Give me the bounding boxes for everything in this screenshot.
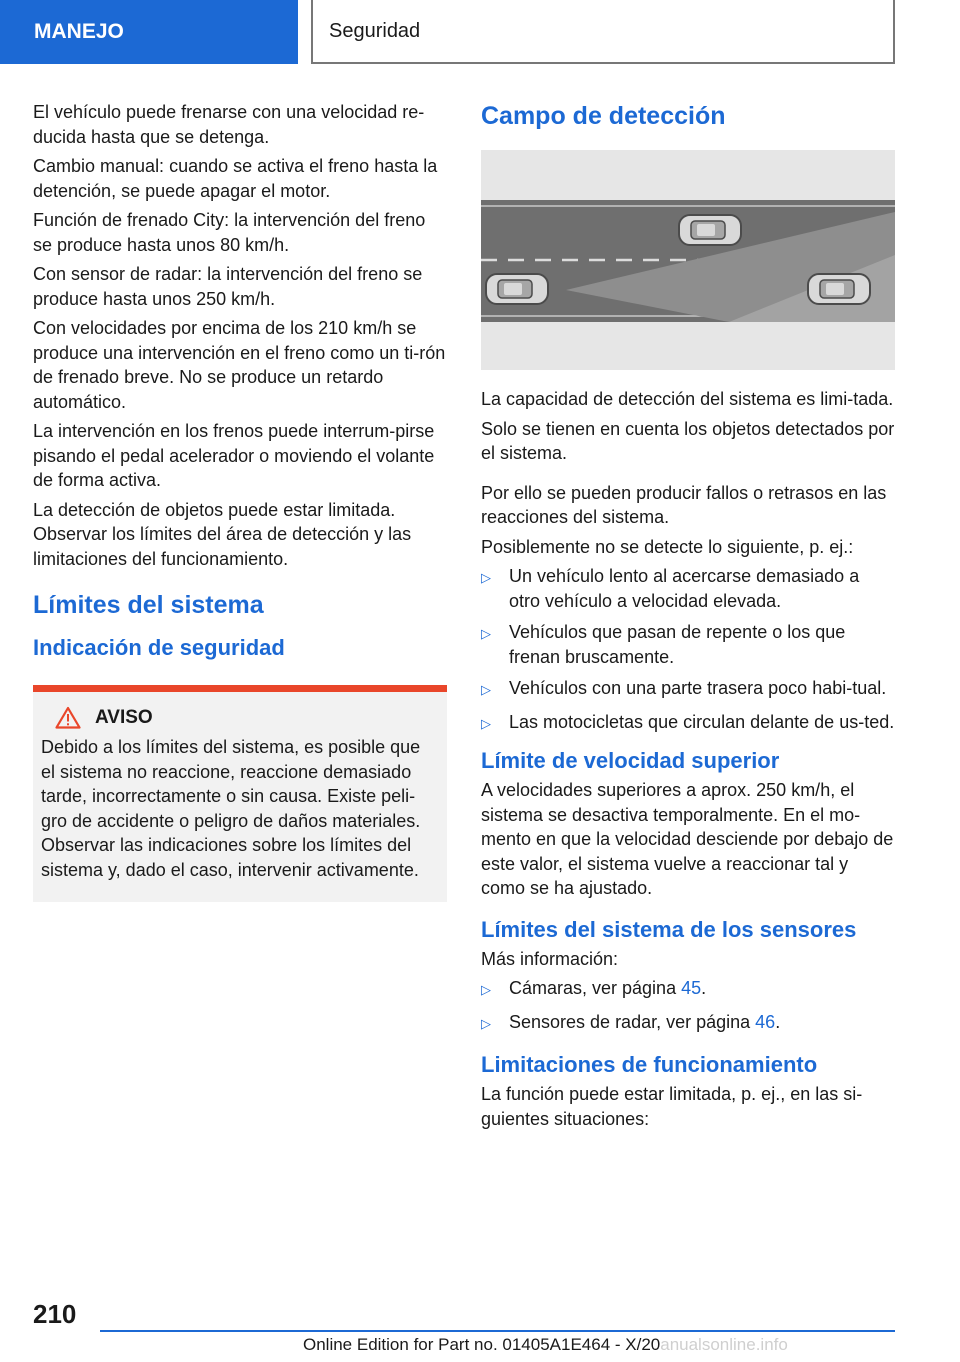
list-item-label: Cámaras, ver página xyxy=(509,978,682,998)
triangle-bullet-icon: ▷ xyxy=(481,570,491,585)
paragraph: Posiblemente no se detecte lo siguiente, p. ej.: xyxy=(481,536,854,557)
list-item xyxy=(481,620,895,669)
paragraph: La intervención en los frenos puede interrum-pirse pisando el pedal acelerador o moviendo el volante de forma activa. xyxy=(33,421,435,490)
page-link-radar[interactable]: 46 xyxy=(755,1011,776,1032)
car-icon xyxy=(808,274,870,304)
paragraph: Más información: xyxy=(481,948,619,969)
list-item xyxy=(481,676,895,703)
car-icon xyxy=(679,215,741,245)
watermark: anualsonline.info xyxy=(660,1335,788,1354)
paragraph: La capacidad de detección del sistema es limi-tada. xyxy=(481,389,894,409)
heading-sensor-limits: Límites del sistema de los sensores xyxy=(481,916,857,942)
warning-header xyxy=(41,706,439,729)
list-item xyxy=(481,564,895,613)
triangle-bullet-icon: ▷ xyxy=(481,715,491,731)
paragraph: Cambio manual: cuando se activa el freno hasta la detención, se puede apagar el motor. xyxy=(33,156,438,201)
warning-title: AVISO xyxy=(95,706,153,728)
section-tab: MANEJO xyxy=(0,0,298,64)
detection-field-diagram xyxy=(481,150,895,370)
paragraph: El vehículo puede frenarse con una velocidad re-ducida hasta que se detenga. xyxy=(33,102,425,147)
list-item-label: Sensores de radar, ver página xyxy=(509,1011,756,1032)
car-icon xyxy=(486,274,548,304)
paragraph: Con sensor de radar: la intervención del freno se produce hasta unos 250 km/h. xyxy=(33,264,423,309)
paragraph: Con velocidades por encima de los 210 km/h se produce una intervención en el freno como un ti-rón de frenado breve. No se produce un retardo automático. xyxy=(33,318,446,412)
punctuation: . xyxy=(701,978,707,998)
heading-safety-notice: Indicación de seguridad xyxy=(33,635,285,660)
list-item-text xyxy=(509,1010,780,1037)
heading-detection-field: Campo de detección xyxy=(481,102,726,130)
paragraph: Función de frenado City: la intervención del freno se produce hasta unos 80 km/h. xyxy=(33,210,426,255)
triangle-bullet-icon: ▷ xyxy=(481,1015,491,1031)
list-item-text: Un vehículo lento al acercarse demasiado a otro vehículo a velocidad elevada. xyxy=(509,566,860,611)
left-column xyxy=(33,100,447,902)
list-item-text: Vehículos con una parte trasera poco habi-tual. xyxy=(509,678,887,698)
chapter-title: Seguridad xyxy=(311,0,895,64)
triangle-bullet-icon: ▷ xyxy=(481,982,491,997)
paragraph: La función puede estar limitada, p. ej., en las si-guientes situaciones: xyxy=(481,1084,863,1129)
warning-text: Debido a los límites del sistema, es posible que el sistema no reaccione, reaccione demasiado tarde, incorrectamente o sin causa. Existe peli-gro de accidente o peligro de daños materiales. Observar las indicaciones sobre los límites del sistema y, dado el caso, intervenir activamente. xyxy=(41,737,421,880)
detection-list xyxy=(481,564,895,736)
footer-rule xyxy=(100,1330,895,1332)
list-item-text xyxy=(509,976,706,1003)
page-link-cameras[interactable]: 45 xyxy=(681,978,702,998)
footer-edition xyxy=(303,1335,788,1355)
triangle-bullet-icon: ▷ xyxy=(481,682,491,697)
paragraph: La detección de objetos puede estar limitada. Observar los límites del área de detección y las limitaciones del funcionamiento. xyxy=(33,499,412,569)
punctuation: . xyxy=(775,1011,781,1032)
page-number: 210 xyxy=(33,1299,77,1329)
list-item xyxy=(481,976,895,1003)
list-item xyxy=(481,710,895,737)
warning-box xyxy=(33,685,447,902)
heading-speed-limit: Límite de velocidad superior xyxy=(481,748,780,773)
right-column xyxy=(481,100,895,1136)
list-item-text: Las motocicletas que circulan delante de us-ted. xyxy=(509,711,895,732)
list-item xyxy=(481,1010,895,1037)
heading-system-limits: Límites del sistema xyxy=(33,591,264,619)
sensor-list xyxy=(481,976,895,1036)
edition-text: Online Edition for Part no. 01405A1E464 - X/20 xyxy=(303,1335,661,1354)
heading-functional-limits: Limitaciones de funcionamiento xyxy=(481,1052,818,1077)
paragraph: Por ello se pueden producir fallos o retrasos en las reacciones del sistema. xyxy=(481,482,887,527)
triangle-bullet-icon: ▷ xyxy=(481,626,491,641)
paragraph: A velocidades superiores a aprox. 250 km/h, el sistema se desactiva temporalmente. En el mo-mento en que la velocidad desciende por debajo de este valor, el sistema vuelve a reaccionar tal y como se ha ajustado. xyxy=(481,780,894,898)
list-item-text: Vehículos que pasan de repente o los que frenan bruscamente. xyxy=(509,622,846,667)
paragraph: Solo se tienen en cuenta los objetos detectados por el sistema. xyxy=(481,418,895,463)
warning-triangle-icon xyxy=(55,706,81,729)
